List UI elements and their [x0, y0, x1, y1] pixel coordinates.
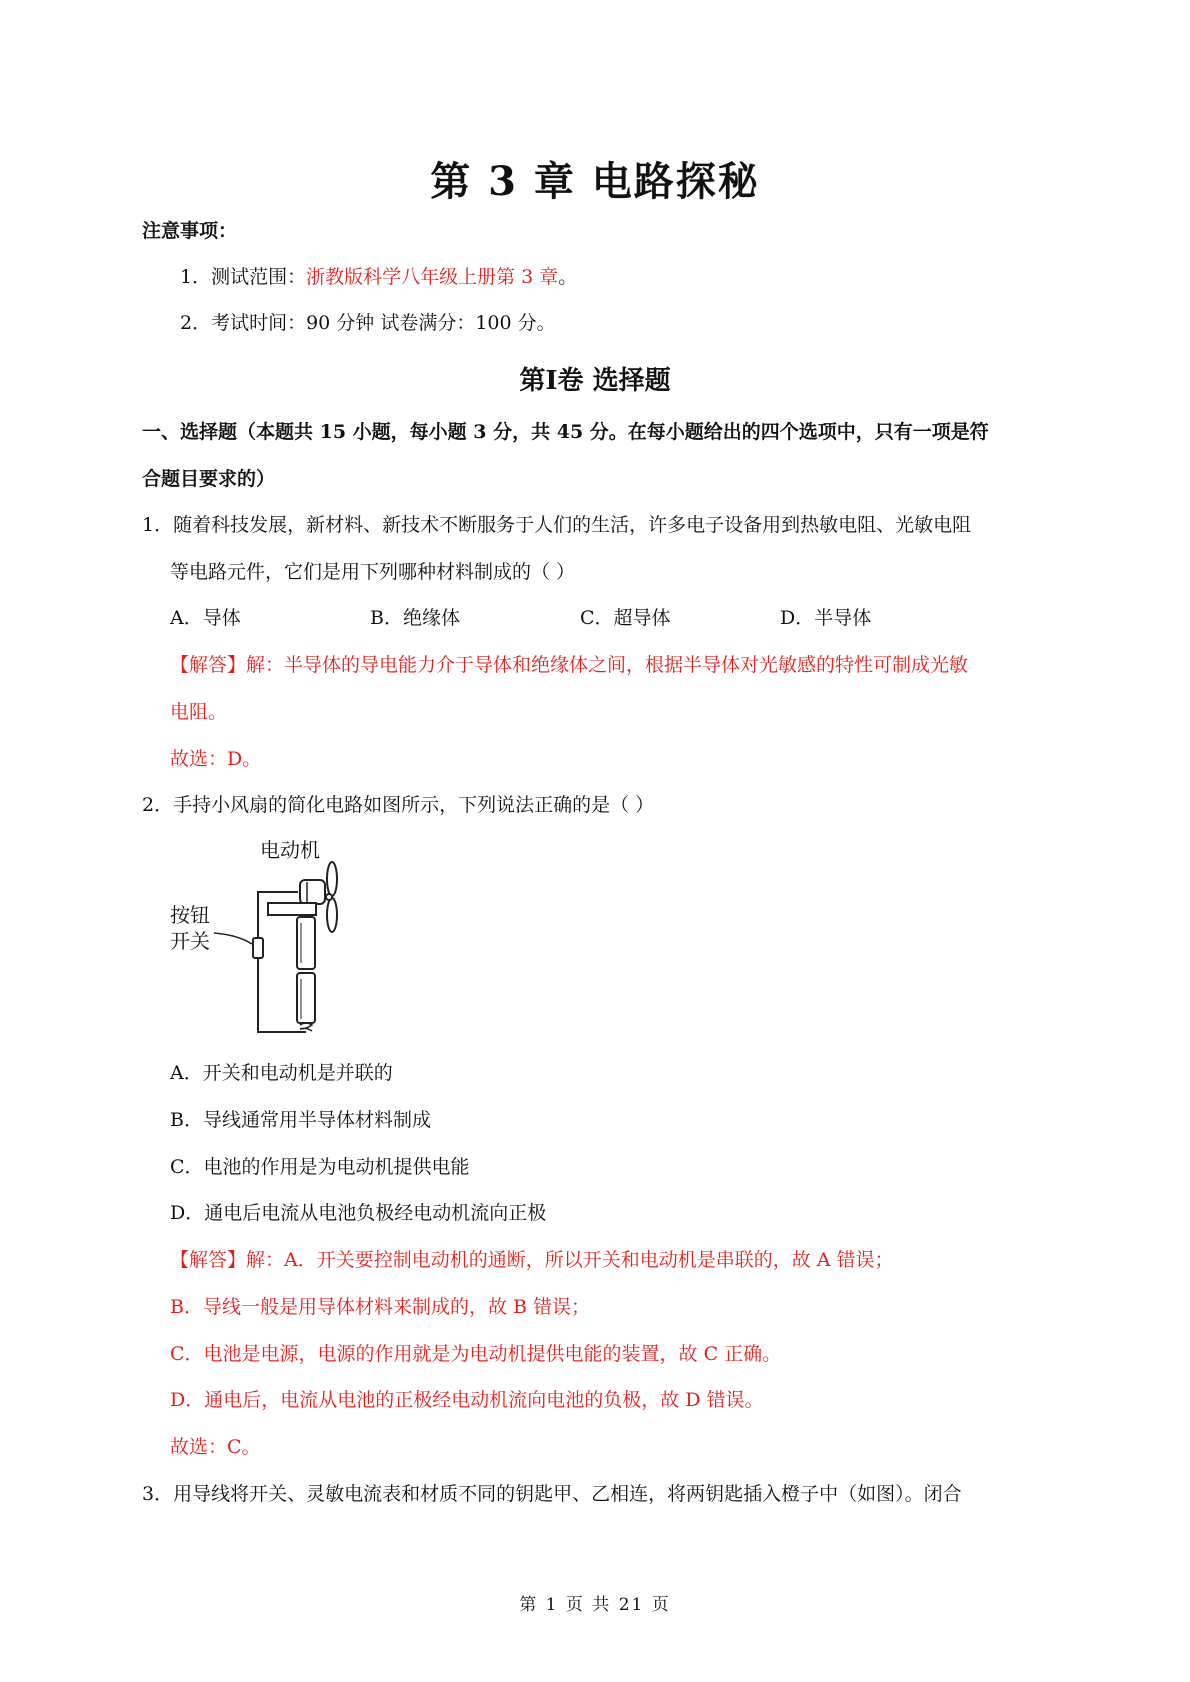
fan-blade-icon [327, 862, 337, 896]
q1-choice: 故选：D。 [170, 748, 262, 770]
q2-answer-line4: D．通电后，电流从电池的正极经电动机流向电池的负极，故 D 错误。 [170, 1389, 764, 1411]
q1-answer-line1: 【解答】解：半导体的导电能力介于导体和绝缘体之间，根据半导体对光敏感的特性可制成光敏 [170, 654, 969, 676]
fan-circuit-diagram [160, 835, 360, 1035]
notice-item-1-suffix: 。 [558, 266, 578, 288]
switch-label-line1: 按钮 [170, 903, 210, 927]
switch-label-line2: 开关 [170, 929, 210, 953]
q2-option-d: D．通电后电流从电池负极经电动机流向正极 [170, 1202, 547, 1224]
q1-answer-line2: 电阻。 [170, 701, 228, 723]
q2-answer-line3: C．电池是电源，电源的作用就是为电动机提供电能的装置，故 C 正确。 [170, 1343, 782, 1365]
q2-option-c: C．电池的作用是为电动机提供电能 [170, 1156, 470, 1178]
q2-choice: 故选：C。 [170, 1436, 261, 1458]
part1-heading-line1: 一、选择题（本题共 15 小题，每小题 3 分，共 45 分。在每小题给出的四个选项中，只有一项是符 [142, 421, 989, 443]
q2-stem: 2．手持小风扇的简化电路如图所示，下列说法正确的是（ ） [142, 794, 655, 816]
battery-icon [297, 973, 315, 1023]
notice-item-1 [180, 264, 577, 290]
q1-stem-line1: 1．随着科技发展，新材料、新技术不断服务于人们的生活，许多电子设备用到热敏电阻、光敏电阻 [142, 514, 972, 536]
motor-label: 电动机 [260, 838, 320, 862]
q2-answer-line1: 【解答】解：A．开关要控制电动机的通断，所以开关和电动机是串联的，故 A 错误； [170, 1249, 894, 1271]
notice-item-1-scope: 浙教版科学八年级上册第 3 章 [306, 266, 559, 288]
q3-stem-line1: 3．用导线将开关、灵敏电流表和材质不同的钥匙甲、乙相连，将两钥匙插入橙子中（如图）。闭合 [142, 1483, 962, 1505]
document-title: 第 3 章 电路探秘 [430, 158, 760, 205]
notice-item-2: 2．考试时间：90 分钟 试卷满分：100 分。 [180, 312, 556, 334]
notice-item-1-prefix: 1．测试范围： [180, 266, 307, 288]
push-button-switch-icon [253, 938, 263, 958]
battery-icon [297, 917, 315, 969]
part1-heading-line2: 合题目要求的） [142, 468, 276, 490]
motor-icon [300, 880, 325, 904]
q2-answer-line2: B．导线一般是用导体材料来制成的，故 B 错误； [170, 1296, 591, 1318]
q1-option-a: A．导体 [170, 607, 241, 629]
notice-heading: 注意事项： [142, 220, 238, 242]
fan-blade-icon [327, 898, 337, 932]
q1-option-c: C．超导体 [580, 607, 671, 629]
q1-option-b: B．绝缘体 [370, 607, 460, 629]
q2-option-a: A．开关和电动机是并联的 [170, 1062, 393, 1084]
section-title: 第Ⅰ卷 选择题 [519, 366, 671, 396]
q2-option-b: B．导线通常用半导体材料制成 [170, 1109, 431, 1131]
q1-option-d: D．半导体 [780, 607, 872, 629]
page-footer: 第 1 页 共 21 页 [519, 1595, 671, 1615]
q1-stem-line2: 等电路元件，它们是用下列哪种材料制成的（ ） [170, 561, 576, 583]
